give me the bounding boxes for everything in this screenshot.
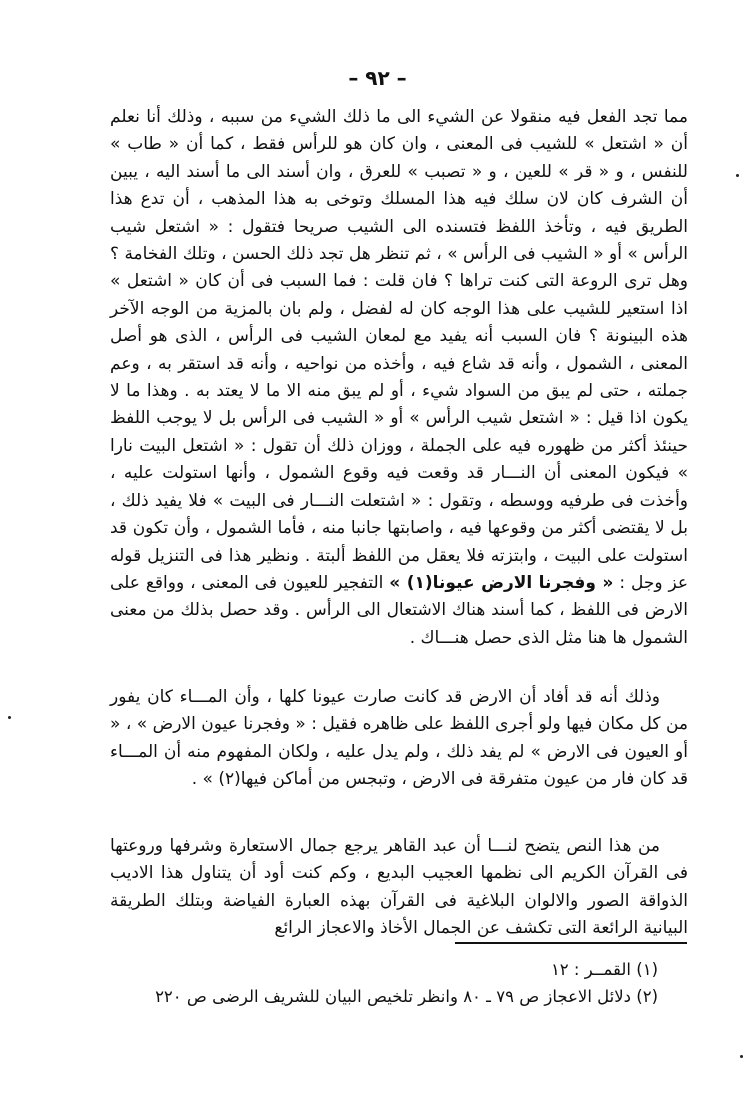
scan-speck — [740, 1055, 743, 1058]
paragraph-3-text: من هذا النص يتضح لنـــا أن عبد القاهر يرجع جمال الاستعارة وشرفها وروعتها فى القرآن الكريم الى نظمها العجيب البديع ، وكم كنت أود أن يتناول هذا الاديب الذواقة الصور والالوان البلاغية فى القرآن بهذه العبارة الفياضة وبتلك الطريقة البيانية الرائعة التى تكشف عن الجمال الأخاذ والاعجاز الرائع — [110, 836, 688, 939]
footnote-divider — [455, 942, 687, 944]
paragraph-1-text: مما تجد الفعل فيه منقولا عن الشيء الى ما ذلك الشيء من سببه ، وذلك أنا نعلم أن « اشتعل » للشيب فى المعنى ، وان كان هو للرأس فقط ، كما أن « طاب » للنفس ، و « قر » للعين ، و « تصبب » للعرق ، وان أسند الى ما أسند اليه ، يبين أن الشرف كان لان سلك فيه هذا المسلك وتوخى به هذا المذهب ، أن تدع هذا الطريق فيه ، وتأخذ اللفظ فتسنده الى الشيب صريحا فتقول : « اشتعل شيب الرأس » أو « الشيب فى الرأس » ، ثم تنظر هل تجد ذلك الحسن ، وتلك الفخامة ؟ وهل ترى الروعة التى كنت تراها ؟ فان قلت : فما السبب فى أن كان « اشتعل » اذا استعير للشيب على هذا الوجه كان له لفضل ، ولم بان بالمزية من الوجه الآخر هذه البينونة ؟ فان السبب أنه يفيد مع لمعان الشيب فى الرأس ، الذى هو أصل المعنى ، الشمول ، وأنه قد شاع فيه ، وأخذه من نواحيه ، وأنه قد استقر به ، وعم جملته ، حتى لم يبق من السواد شيء ، أو لم يبق منه الا ما لا يعتد به . وهذا ما لا يكون اذا قيل : « اشتعل شيب الرأس » أو « الشيب فى الرأس بل لا يوجب اللفظ حينئذ أكثر من ظهوره فيه على الجملة ، ووزان ذلك أن تقول : « اشتعل البيت نارا » فيكون المعنى أن النـــار قد وقعت فيه وقوع الشمول ، وأنها استولت عليه ، وأخذت فى طرفيه ووسطه ، وتقول : « اشتعلت النـــار فى البيت » فلا يفيد ذلك ، بل لا يقتضى أكثر من وقوعها فيه ، واصابتها جانبا منه ، فأما الشمول ، وأن تكون قد استولت على البيت ، وابتزته فلا يعقل من اللفظ ألبتة . ونظير هذا فى التنزيل قوله عز وجل : — [110, 107, 689, 593]
paragraph-1-continuation: التفجير للعيون فى المعنى ، وواقع على الارض فى اللفظ ، كما أسند هناك الاشتعال الى الرأس . وقد حصل بذلك من معنى الشمول ها هنا مثل الذى حصل هنـــاك . — [110, 572, 688, 648]
page-number: – ٩٢ – — [348, 66, 407, 90]
footnote-1: (١) القمــر : ١٢ — [550, 960, 658, 979]
quran-verse: « وفجرنا الارض عيونا(١) » — [389, 572, 614, 593]
paragraph-1 — [110, 104, 688, 652]
footnotes — [110, 956, 688, 1010]
paragraph-2 — [110, 684, 688, 794]
scan-speck — [8, 716, 11, 719]
scan-speck — [736, 174, 739, 177]
footnote-2: (٢) دلائل الاعجاز ص ٧٩ ـ ٨٠ وانظر تلخيص البيان للشريف الرضى ص ٢٢٠ — [155, 987, 658, 1006]
paragraph-3 — [110, 833, 688, 943]
paragraph-2-text: وذلك أنه قد أفاد أن الارض قد كانت صارت عيونا كلها ، وأن المـــاء كان يفور من كل مكان فيها ولو أجرى اللفظ على ظاهره فقيل : « وفجرنا عيون الارض » ، « أو العيون فى الارض » لم يفد ذلك ، ولم يدل عليه ، ولكان المفهوم منه أن المـــاء قد كان فار من عيون متفرقة فى الارض ، وتبجس من أماكن فيها(٢) » . — [110, 687, 688, 790]
